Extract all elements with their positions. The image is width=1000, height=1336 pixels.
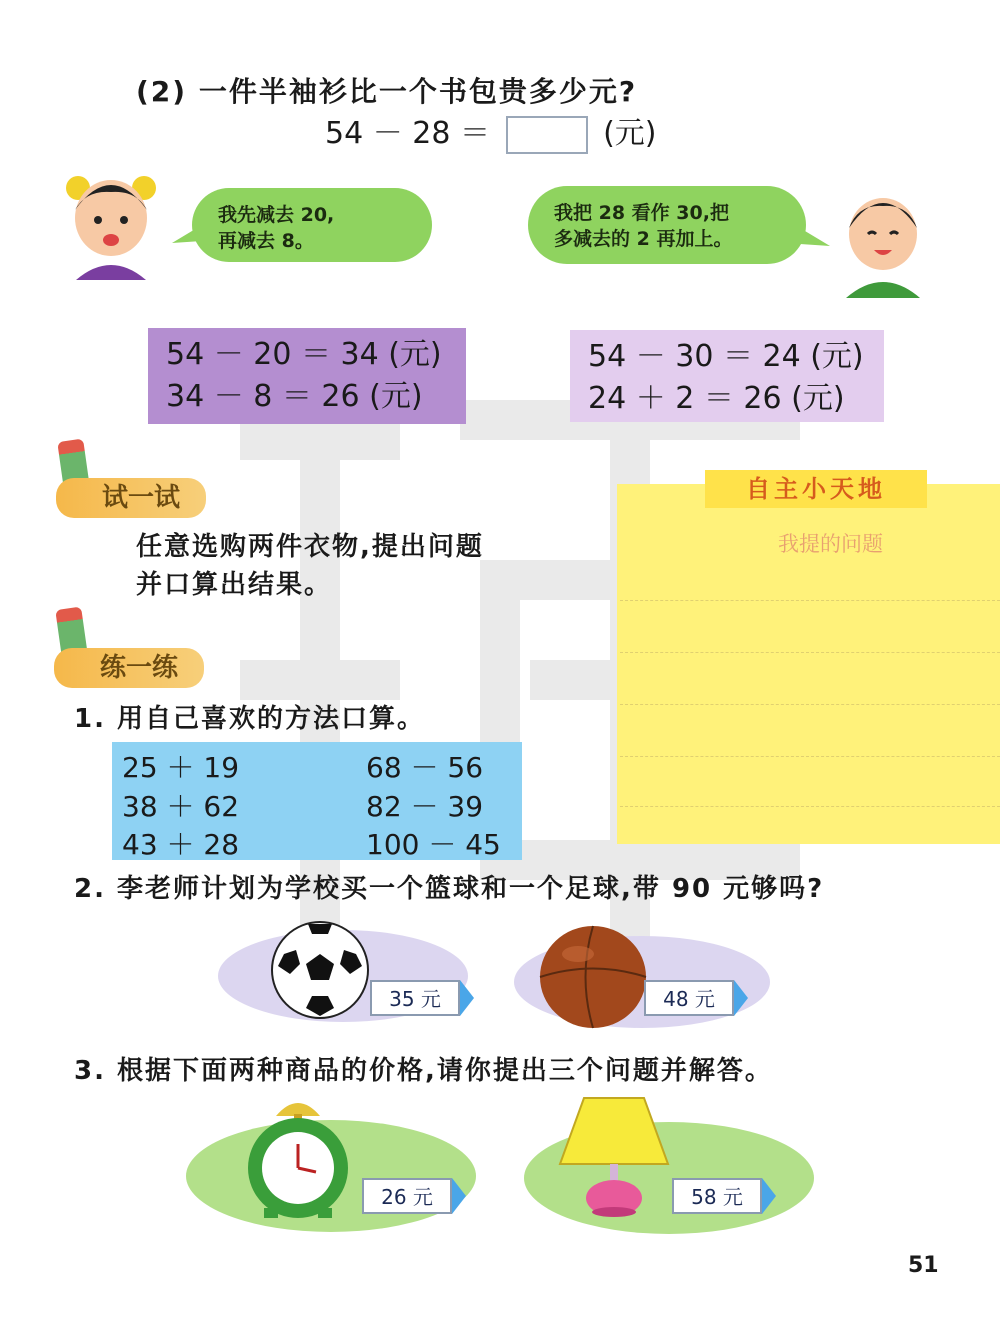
boy-bubble-tail	[800, 228, 830, 252]
exercise-1-title: 1. 用自己喜欢的方法口算。	[74, 704, 426, 734]
girl-speech-bubble	[192, 188, 432, 262]
method-2-line1: 54 － 30 ＝ 24 (元)	[588, 339, 864, 374]
practice-section-tag: 练一练	[54, 648, 204, 688]
answer-box[interactable]	[506, 116, 588, 154]
girl-bubble-line1: 我先减去 20,	[218, 204, 335, 226]
clock-price-tag: 26 元	[362, 1178, 452, 1214]
soccer-ball-icon	[270, 920, 370, 1020]
calc-item: 68 － 56	[366, 751, 484, 784]
writing-line	[620, 806, 1000, 807]
calc-item: 100 － 45	[366, 828, 501, 861]
calc-item: 82 － 39	[366, 790, 484, 823]
question-2-title: (2) 一件半袖衫比一个书包贵多少元?	[136, 75, 638, 108]
self-study-title: 自主小天地	[705, 470, 927, 508]
question-2-equation	[325, 108, 656, 154]
method-1-line1: 54 － 20 ＝ 34 (元)	[166, 337, 442, 372]
boy-bubble-line2: 多减去的 2 再加上。	[554, 228, 733, 250]
alarm-clock-icon	[238, 1094, 358, 1220]
try-instructions	[136, 528, 484, 604]
exercise-2-title: 2. 李老师计划为学校买一个篮球和一个足球,带 90 元够吗?	[74, 874, 825, 904]
calc-item: 38 ＋ 62	[122, 790, 240, 823]
girl-bubble-line2: 再减去 8。	[218, 230, 314, 252]
boy-bubble-line1: 我把 28 看作 30,把	[554, 202, 729, 224]
boy-speech-bubble	[528, 186, 806, 264]
method-1-box	[148, 328, 466, 424]
try-line1: 任意选购两件衣物,提出问题	[136, 532, 484, 562]
equation-unit: (元)	[603, 116, 657, 151]
method-2-box	[570, 330, 884, 422]
girl-character-icon	[56, 160, 166, 280]
try-line2: 并口算出结果。	[136, 570, 333, 600]
equation-left: 54 － 28 ＝	[325, 116, 490, 151]
table-lamp-icon	[554, 1094, 674, 1218]
boy-character-icon	[838, 186, 928, 298]
self-study-subtitle: 我提的问题	[778, 532, 883, 556]
basketball-price-tag: 48 元	[644, 980, 734, 1016]
writing-line	[620, 756, 1000, 757]
try-section-tag: 试一试	[56, 478, 206, 518]
girl-bubble-tail	[172, 225, 202, 249]
method-2-line2: 24 ＋ 2 ＝ 26 (元)	[588, 381, 845, 416]
calc-item: 25 ＋ 19	[122, 751, 240, 784]
exercise-3-title: 3. 根据下面两种商品的价格,请你提出三个问题并解答。	[74, 1056, 773, 1086]
writing-line	[620, 652, 1000, 653]
soccer-price-tag: 35 元	[370, 980, 460, 1016]
basketball-icon	[538, 924, 648, 1030]
method-1-line2: 34 － 8 ＝ 26 (元)	[166, 379, 423, 414]
calc-item: 43 ＋ 28	[122, 828, 240, 861]
page-number: 51	[908, 1253, 939, 1278]
lamp-price-tag: 58 元	[672, 1178, 762, 1214]
writing-line	[620, 600, 1000, 601]
writing-line	[620, 704, 1000, 705]
